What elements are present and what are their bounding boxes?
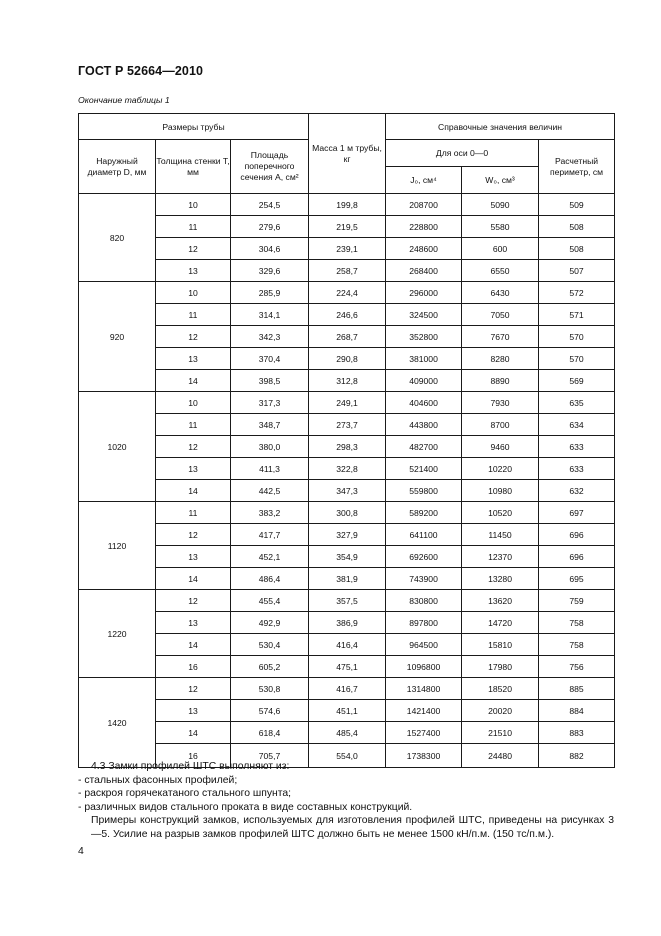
area-cell: 314,1 <box>231 304 309 326</box>
perimeter-cell: 759 <box>539 590 615 612</box>
modulus-cell: 12370 <box>462 546 539 568</box>
mass-cell: 300,8 <box>309 502 386 524</box>
table-row <box>79 414 615 436</box>
modulus-cell: 8280 <box>462 348 539 370</box>
inertia-cell: 208700 <box>386 194 462 216</box>
diameter-cell: 1120 <box>79 502 156 590</box>
table-row <box>79 304 615 326</box>
header-wall-thickness: Толщина стенки T, мм <box>156 140 231 194</box>
area-cell: 342,3 <box>231 326 309 348</box>
header-perimeter: Расчетный периметр, см <box>539 140 615 194</box>
modulus-cell: 10220 <box>462 458 539 480</box>
inertia-cell: 692600 <box>386 546 462 568</box>
wall-thickness-cell: 14 <box>156 568 231 590</box>
header-cross-section-area: Площадь поперечного сечения A, см² <box>231 140 309 194</box>
wall-thickness-cell: 14 <box>156 480 231 502</box>
area-cell: 452,1 <box>231 546 309 568</box>
inertia-cell: 1421400 <box>386 700 462 722</box>
wall-thickness-cell: 12 <box>156 524 231 546</box>
mass-cell: 199,8 <box>309 194 386 216</box>
table-row <box>79 612 615 634</box>
perimeter-cell: 696 <box>539 546 615 568</box>
area-cell: 530,4 <box>231 634 309 656</box>
mass-cell: 416,7 <box>309 678 386 700</box>
inertia-cell: 324500 <box>386 304 462 326</box>
table-body <box>79 194 615 768</box>
diameter-cell: 1020 <box>79 392 156 502</box>
inertia-cell: 743900 <box>386 568 462 590</box>
inertia-cell: 1096800 <box>386 656 462 678</box>
clause-4-3: 4.3 Замки профилей ШТС выполняют из: <box>91 761 290 772</box>
inertia-cell: 830800 <box>386 590 462 612</box>
modulus-cell: 8890 <box>462 370 539 392</box>
modulus-cell: 24480 <box>462 744 539 768</box>
table-row <box>79 458 615 480</box>
perimeter-cell: 884 <box>539 700 615 722</box>
mass-cell: 268,7 <box>309 326 386 348</box>
perimeter-cell: 882 <box>539 744 615 768</box>
wall-thickness-cell: 10 <box>156 282 231 304</box>
area-cell: 380,0 <box>231 436 309 458</box>
area-cell: 705,7 <box>231 744 309 768</box>
perimeter-cell: 570 <box>539 348 615 370</box>
mass-cell: 554,0 <box>309 744 386 768</box>
wall-thickness-cell: 13 <box>156 348 231 370</box>
inertia-cell: 1527400 <box>386 722 462 744</box>
table-caption: Окончание таблицы 1 <box>78 95 170 105</box>
inertia-cell: 559800 <box>386 480 462 502</box>
perimeter-cell: 758 <box>539 634 615 656</box>
modulus-cell: 14720 <box>462 612 539 634</box>
perimeter-cell: 633 <box>539 436 615 458</box>
diameter-cell: 1220 <box>79 590 156 678</box>
modulus-cell: 7670 <box>462 326 539 348</box>
modulus-cell: 6550 <box>462 260 539 282</box>
list-item: - различных видов стального проката в виде составных конструкций. <box>78 801 413 813</box>
area-cell: 442,5 <box>231 480 309 502</box>
wall-thickness-cell: 11 <box>156 502 231 524</box>
modulus-cell: 21510 <box>462 722 539 744</box>
pipe-table <box>78 113 615 768</box>
area-cell: 383,2 <box>231 502 309 524</box>
wall-thickness-cell: 12 <box>156 238 231 260</box>
area-cell: 279,6 <box>231 216 309 238</box>
modulus-cell: 9460 <box>462 436 539 458</box>
mass-cell: 451,1 <box>309 700 386 722</box>
perimeter-cell: 507 <box>539 260 615 282</box>
inertia-cell: 521400 <box>386 458 462 480</box>
inertia-cell: 381000 <box>386 348 462 370</box>
table-row <box>79 634 615 656</box>
modulus-cell: 11450 <box>462 524 539 546</box>
header-axis: Для оси 0—0 <box>386 140 539 167</box>
table-row <box>79 546 615 568</box>
table-row <box>79 348 615 370</box>
area-cell: 574,6 <box>231 700 309 722</box>
modulus-cell: 17980 <box>462 656 539 678</box>
modulus-cell: 5580 <box>462 216 539 238</box>
perimeter-cell: 570 <box>539 326 615 348</box>
modulus-cell: 18520 <box>462 678 539 700</box>
wall-thickness-cell: 11 <box>156 216 231 238</box>
mass-cell: 290,8 <box>309 348 386 370</box>
table-row <box>79 700 615 722</box>
page-number: 4 <box>78 846 84 857</box>
perimeter-cell: 571 <box>539 304 615 326</box>
perimeter-cell: 756 <box>539 656 615 678</box>
mass-cell: 354,9 <box>309 546 386 568</box>
wall-thickness-cell: 14 <box>156 722 231 744</box>
modulus-cell: 13280 <box>462 568 539 590</box>
diameter-cell: 920 <box>79 282 156 392</box>
inertia-cell: 641100 <box>386 524 462 546</box>
wall-thickness-cell: 13 <box>156 612 231 634</box>
area-cell: 417,7 <box>231 524 309 546</box>
table-row <box>79 480 615 502</box>
paragraph-examples: Примеры конструкций замков, используемых для изготовления профилей ШТС, приведены на рисунках 3—5. Усилие на разрыв замков профилей ШТС должно быть не менее 1500 кН/п.м. (150 тс/п.м.). <box>91 815 614 840</box>
header-mass: Масса 1 м трубы, кг <box>309 114 386 194</box>
table-row <box>79 238 615 260</box>
inertia-cell: 228800 <box>386 216 462 238</box>
table-row <box>79 260 615 282</box>
inertia-cell: 443800 <box>386 414 462 436</box>
inertia-cell: 1738300 <box>386 744 462 768</box>
area-cell: 492,9 <box>231 612 309 634</box>
perimeter-cell: 508 <box>539 216 615 238</box>
body-text <box>78 760 614 841</box>
table-row <box>79 502 615 524</box>
inertia-cell: 268400 <box>386 260 462 282</box>
mass-cell: 327,9 <box>309 524 386 546</box>
perimeter-cell: 634 <box>539 414 615 436</box>
inertia-cell: 589200 <box>386 502 462 524</box>
table-row <box>79 590 615 612</box>
mass-cell: 485,4 <box>309 722 386 744</box>
table-row <box>79 326 615 348</box>
area-cell: 254,5 <box>231 194 309 216</box>
wall-thickness-cell: 13 <box>156 546 231 568</box>
perimeter-cell: 572 <box>539 282 615 304</box>
mass-cell: 298,3 <box>309 436 386 458</box>
area-cell: 486,4 <box>231 568 309 590</box>
wall-thickness-cell: 13 <box>156 700 231 722</box>
table-row <box>79 392 615 414</box>
area-cell: 455,4 <box>231 590 309 612</box>
modulus-cell: 5090 <box>462 194 539 216</box>
wall-thickness-cell: 13 <box>156 458 231 480</box>
area-cell: 530,8 <box>231 678 309 700</box>
mass-cell: 246,6 <box>309 304 386 326</box>
modulus-cell: 6430 <box>462 282 539 304</box>
mass-cell: 475,1 <box>309 656 386 678</box>
perimeter-cell: 758 <box>539 612 615 634</box>
wall-thickness-cell: 14 <box>156 370 231 392</box>
mass-cell: 239,1 <box>309 238 386 260</box>
header-pipe-dimensions: Размеры трубы <box>79 114 309 140</box>
area-cell: 398,5 <box>231 370 309 392</box>
table-row <box>79 524 615 546</box>
wall-thickness-cell: 13 <box>156 260 231 282</box>
mass-cell: 347,3 <box>309 480 386 502</box>
table-row <box>79 216 615 238</box>
mass-cell: 416,4 <box>309 634 386 656</box>
table-row <box>79 436 615 458</box>
header-moment-of-inertia: J₀, см⁴ <box>386 167 462 194</box>
modulus-cell: 8700 <box>462 414 539 436</box>
table-row <box>79 194 615 216</box>
perimeter-cell: 508 <box>539 238 615 260</box>
perimeter-cell: 696 <box>539 524 615 546</box>
area-cell: 605,2 <box>231 656 309 678</box>
diameter-cell: 820 <box>79 194 156 282</box>
inertia-cell: 1314800 <box>386 678 462 700</box>
modulus-cell: 7930 <box>462 392 539 414</box>
wall-thickness-cell: 12 <box>156 326 231 348</box>
list-item: - раскроя горячекатаного стального шпунта; <box>78 788 292 799</box>
wall-thickness-cell: 11 <box>156 414 231 436</box>
table-row <box>79 370 615 392</box>
mass-cell: 381,9 <box>309 568 386 590</box>
mass-cell: 322,8 <box>309 458 386 480</box>
mass-cell: 258,7 <box>309 260 386 282</box>
table-row <box>79 568 615 590</box>
wall-thickness-cell: 16 <box>156 744 231 768</box>
header-section-modulus: W₀, см³ <box>462 167 539 194</box>
inertia-cell: 409000 <box>386 370 462 392</box>
modulus-cell: 10980 <box>462 480 539 502</box>
mass-cell: 249,1 <box>309 392 386 414</box>
perimeter-cell: 569 <box>539 370 615 392</box>
area-cell: 329,6 <box>231 260 309 282</box>
inertia-cell: 482700 <box>386 436 462 458</box>
modulus-cell: 13620 <box>462 590 539 612</box>
area-cell: 370,4 <box>231 348 309 370</box>
inertia-cell: 352800 <box>386 326 462 348</box>
wall-thickness-cell: 10 <box>156 194 231 216</box>
wall-thickness-cell: 12 <box>156 590 231 612</box>
modulus-cell: 15810 <box>462 634 539 656</box>
modulus-cell: 7050 <box>462 304 539 326</box>
mass-cell: 357,5 <box>309 590 386 612</box>
wall-thickness-cell: 12 <box>156 678 231 700</box>
perimeter-cell: 883 <box>539 722 615 744</box>
perimeter-cell: 635 <box>539 392 615 414</box>
perimeter-cell: 633 <box>539 458 615 480</box>
header-reference-values: Справочные значения величин <box>386 114 615 140</box>
perimeter-cell: 695 <box>539 568 615 590</box>
table-row <box>79 678 615 700</box>
perimeter-cell: 632 <box>539 480 615 502</box>
table-row <box>79 282 615 304</box>
perimeter-cell: 509 <box>539 194 615 216</box>
mass-cell: 386,9 <box>309 612 386 634</box>
inertia-cell: 404600 <box>386 392 462 414</box>
list-item: - стальных фасонных профилей; <box>78 774 238 786</box>
diameter-cell: 1420 <box>79 678 156 768</box>
area-cell: 317,3 <box>231 392 309 414</box>
area-cell: 618,4 <box>231 722 309 744</box>
wall-thickness-cell: 11 <box>156 304 231 326</box>
mass-cell: 273,7 <box>309 414 386 436</box>
area-cell: 348,7 <box>231 414 309 436</box>
wall-thickness-cell: 14 <box>156 634 231 656</box>
area-cell: 285,9 <box>231 282 309 304</box>
table-row <box>79 722 615 744</box>
perimeter-cell: 697 <box>539 502 615 524</box>
modulus-cell: 20020 <box>462 700 539 722</box>
area-cell: 411,3 <box>231 458 309 480</box>
mass-cell: 224,4 <box>309 282 386 304</box>
inertia-cell: 964500 <box>386 634 462 656</box>
inertia-cell: 248600 <box>386 238 462 260</box>
mass-cell: 312,8 <box>309 370 386 392</box>
wall-thickness-cell: 10 <box>156 392 231 414</box>
inertia-cell: 897800 <box>386 612 462 634</box>
inertia-cell: 296000 <box>386 282 462 304</box>
modulus-cell: 10520 <box>462 502 539 524</box>
area-cell: 304,6 <box>231 238 309 260</box>
wall-thickness-cell: 12 <box>156 436 231 458</box>
header-outer-diameter: Наружный диаметр D, мм <box>79 140 156 194</box>
perimeter-cell: 885 <box>539 678 615 700</box>
wall-thickness-cell: 16 <box>156 656 231 678</box>
table-row <box>79 656 615 678</box>
document-header: ГОСТ Р 52664—2010 <box>78 64 204 78</box>
mass-cell: 219,5 <box>309 216 386 238</box>
modulus-cell: 600 <box>462 238 539 260</box>
